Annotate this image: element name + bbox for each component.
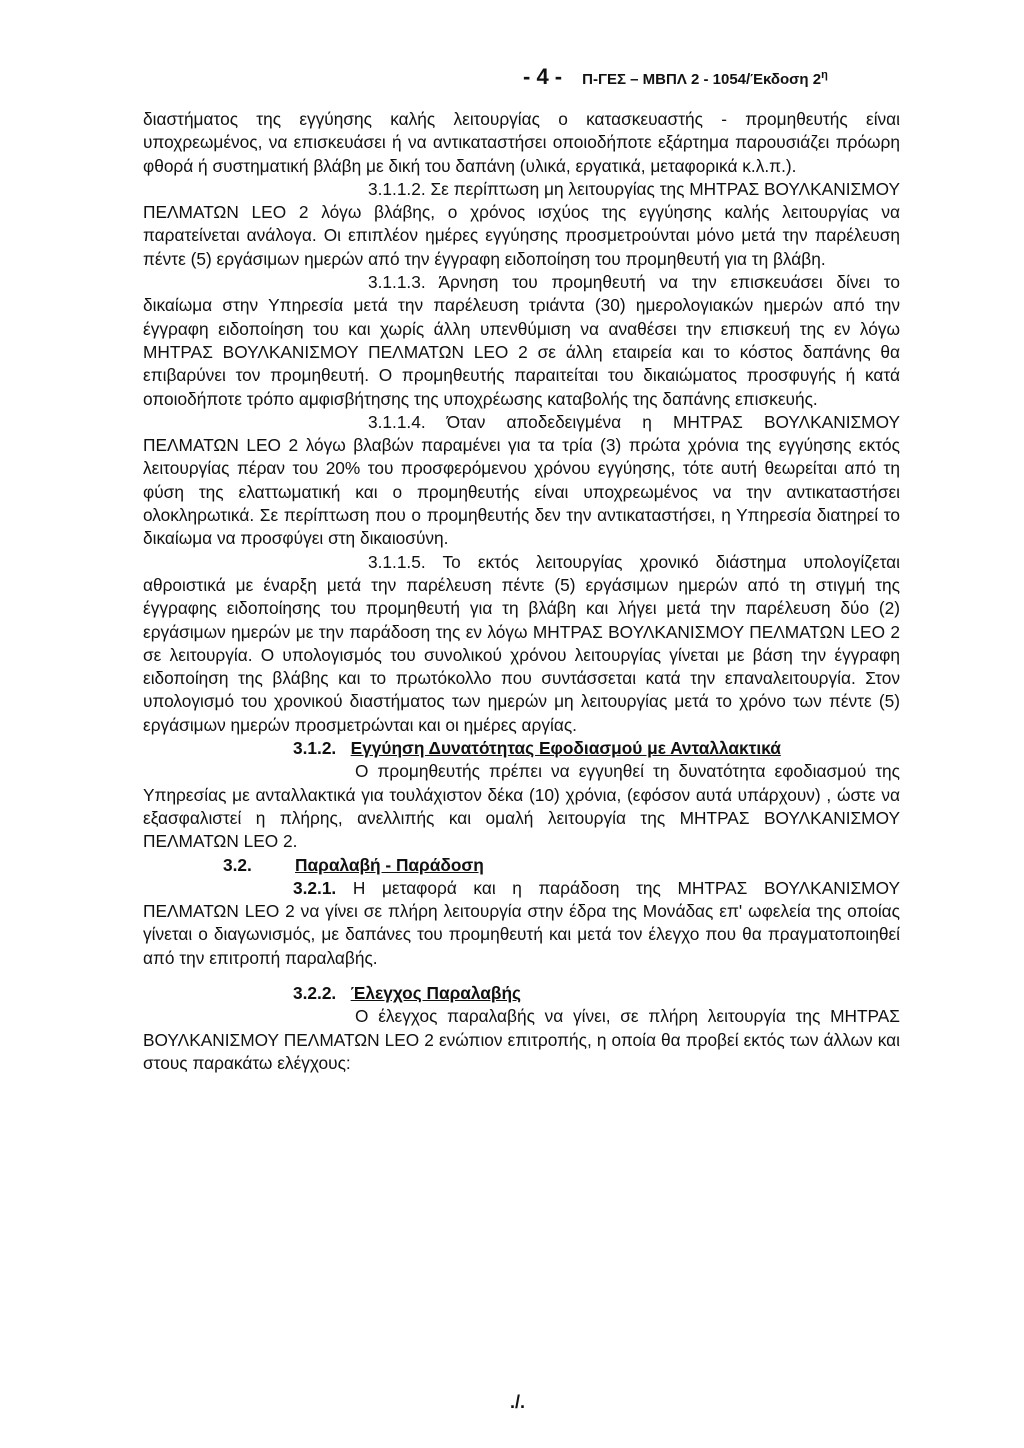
continuation-mark: ./. [510,1392,526,1412]
section-3-2-heading [143,854,900,877]
paragraph-3-1-1-3 [143,271,900,411]
paragraph-continuation: διαστήματος της εγγύησης καλής λειτουργίας ο κατασκευαστής - προμηθευτής είναι υποχρεωμένος, να επισκευάσει ή να αντικαταστήσει οποιοδήποτε εξάρτημα παρουσιάζει πρόωρη φθορά ή συστηματική βλάβη με δική του δαπάνη (υλικά, εργατικά, μεταφορικά κ.λ.π.). [143,109,900,176]
page-header [523,64,828,90]
section-title: Παραλαβή - Παράδοση [295,854,484,875]
section-title: Εγγύηση Δυνατότητας Εφοδιασμού με Ανταλλακτικά [350,738,781,759]
section-number: 3.2.2. [293,982,337,1003]
edition-superscript: η [821,69,828,81]
section-3-2-2-heading [143,982,900,1005]
document-body [143,108,900,1075]
section-3-2-2-text: Ο έλεγχος παραλαβής να γίνει, σε πλήρη λειτουργία της ΜΗΤΡΑΣ ΒΟΥΛΚΑΝΙΣΜΟΥ ΠΕΛΜΑΤΩΝ LEO 2 ενώπιον επιτροπής, η οποία θα προβεί εκτός των άλλων και στους παρακάτω ελέγχους: [143,1006,900,1073]
page-number: - 4 - [523,64,563,89]
clause-number: 3.2.1. [293,877,337,898]
clause-text: Άρνηση του προμηθευτή να την επισκευάσει δίνει το δικαίωμα στην Υπηρεσία μετά την παρέλευση τριάντα (30) ημερολογιακών ημερών από την έγγραφη ειδοποίηση του και χωρίς άλλη υπενθύμιση να αναθέσει την επισκευή της εν λόγω ΜΗΤΡΑΣ ΒΟΥΛΚΑΝΙΣΜΟΥ ΠΕΛΜΑΤΩΝ LEO 2 σε άλλη εταιρεία και το κόστος δαπάνης θα επιβαρύνει τον προμηθευτή. Ο προμηθευτής παραιτείται του δικαιώματος προσφυγής ή κατά οποιοδήποτε τρόπο αμφισβήτησης της υποχρέωσης καταβολής της δαπάνης επισκευής. [143,272,900,409]
section-3-2-1 [143,877,900,970]
clause-number: 3.1.1.4. [368,411,426,432]
document-code-text: Π-ΓΕΣ – ΜΒΠΛ 2 - 1054/Έκδοση 2 [582,71,822,88]
section-3-1-2-text: Ο προμηθευτής πρέπει να εγγυηθεί τη δυνατότητα εφοδιασμού της Υπηρεσίας με ανταλλακτικά για τουλάχιστον δέκα (10) χρόνια, (εφόσον αυτά υπάρχουν) , ώστε να εξασφαλιστεί η πλήρης, ανελλιπής και ομαλή λειτουργία της ΜΗΤΡΑΣ ΒΟΥΛΚΑΝΙΣΜΟΥ ΠΕΛΜΑΤΩΝ LEO 2. [143,761,900,852]
paragraph-3-1-1-5 [143,551,900,737]
clause-text: Όταν αποδεδειγμένα η ΜΗΤΡΑΣ ΒΟΥΛΚΑΝΙΣΜΟΥ ΠΕΛΜΑΤΩΝ LEO 2 λόγω βλαβών παραμένει για τα τρία (3) πρώτα χρόνια της εγγύησης εκτός λειτουργίας πέραν του 20% του προσφερόμενου χρόνου εγγύησης, τότε αυτή θεωρείται από τη φύση της ελαττωματική και ο προμηθευτής είναι υποχρεωμένος να την αντικαταστήσει ολοκληρωτικά. Σε περίπτωση που ο προμηθευτής δεν την αντικαταστήσει, η Υπηρεσία διατηρεί το δικαίωμα να προσφύγει στη δικαιοσύνη. [143,411,900,549]
section-number: 3.1.2. [293,738,337,759]
clause-text: Το εκτός λειτουργίας χρονικό διάστημα υπολογίζεται αθροιστικά με έναρξη μετά την παρέλευση πέντε (5) εργάσιμων ημερών από τη στιγμή της έγγραφης ειδοποίησης του προμηθευτή για τη βλάβη και λήγει μετά την παρέλευση δύο (2) εργάσιμων ημερών με την παράδοση της εν λόγω ΜΗΤΡΑΣ ΒΟΥΛΚΑΝΙΣΜΟΥ ΠΕΛΜΑΤΩΝ LEO 2 σε λειτουργία. Ο υπολογισμός του συνολικού χρόνου λειτουργίας γίνεται με βάση την έγγραφη ειδοποίηση της βλάβης και το πρωτόκολλο που συντάσσεται κατά την επαναλειτουργία. Στον υπολογισμό του χρονικού διαστήματος των ημερών μη λειτουργίας μετά το χρόνο των πέντε (5) εργάσιμων ημερών προσμετρώνται και οι ημέρες αργίας. [143,551,900,735]
paragraph-3-1-1-2 [143,178,900,271]
clause-number: 3.1.1.2. [368,178,426,199]
document-code [582,69,828,88]
paragraph-3-1-1-4 [143,411,900,551]
clause-number: 3.1.1.3. [368,272,426,293]
clause-number: 3.1.1.5. [368,551,426,572]
section-title: Έλεγχος Παραλαβής [350,982,522,1003]
clause-text: Η μεταφορά και η παράδοση της ΜΗΤΡΑΣ ΒΟΥΛΚΑΝΙΣΜΟΥ ΠΕΛΜΑΤΩΝ LEO 2 να γίνει σε πλήρη λειτουργία στην έδρα της Μονάδας επ' ωφελεία της οποίας γίνεται ο διαγωνισμός, με δαπάνες του προμηθευτή και μετά τον έλεγχο που θα πραγματοποιηθεί από την επιτροπή παραλαβής. [143,877,900,968]
clause-text: Σε περίπτωση μη λειτουργίας της ΜΗΤΡΑΣ ΒΟΥΛΚΑΝΙΣΜΟΥ ΠΕΛΜΑΤΩΝ LEO 2 λόγω βλάβης, ο χρόνος ισχύος της εγγύησης καλής λειτουργίας να παρατείνεται ανάλογα. Οι επιπλέον ημέρες εγγύησης προσμετρούνται μόνο μετά την παρέλευση πέντε (5) εργάσιμων ημερών από την έγγραφη ειδοποίηση του προμηθευτή για τη βλάβη. [143,178,900,269]
section-number: 3.2. [223,854,252,875]
section-3-1-2-heading [143,737,900,760]
